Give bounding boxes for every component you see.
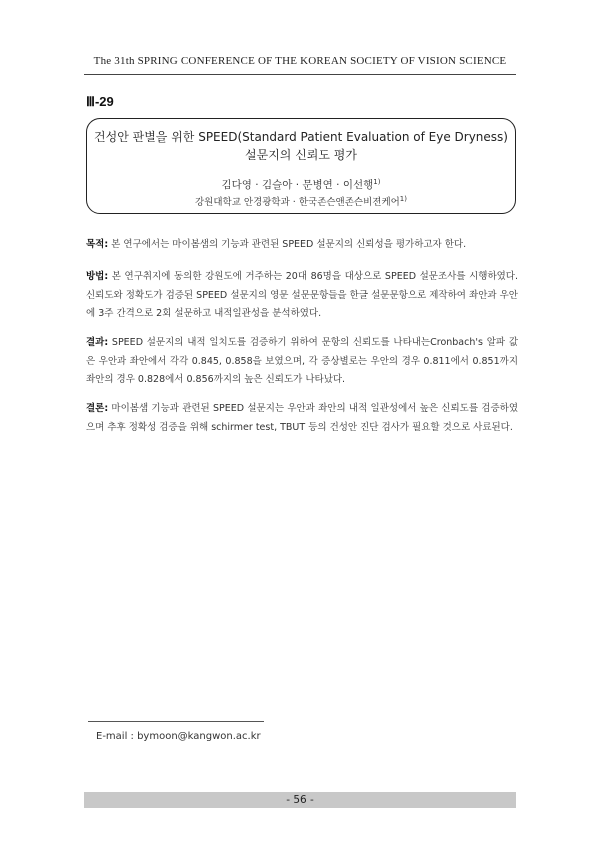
result-label: 결과: xyxy=(86,337,109,348)
section-conclusion xyxy=(86,400,518,437)
author-list xyxy=(87,177,515,192)
section-method xyxy=(86,268,518,324)
result-text: SPEED 설문지의 내적 일치도를 검증하기 위하여 문항의 신뢰도를 나타내는Cronbach's 알파 값은 우안과 좌안에서 각각 0.845, 0.858을 보였으며, 각 증상별로는 우안의 경우 0.811에서 0.851까지 좌안의 경우 0.828에서 0.856까지의 높은 신뢰도가 나타났다. xyxy=(86,337,518,385)
footnote-email: E-mail : bymoon@kangwon.ac.kr xyxy=(96,731,261,742)
conclusion-text: 마이봄샘 기능과 관련된 SPEED 설문지는 우안과 좌안의 내적 일관성에서 높은 신뢰도를 검증하였으며 추후 정확성 검증을 위해 schirmer test, TBUT 등의 건성안 진단 검사가 필요할 것으로 사료된다. xyxy=(86,403,518,433)
section-purpose xyxy=(86,236,518,255)
page-number: - 56 - xyxy=(286,794,314,806)
author-names: 김다영 · 김슬아 · 문병연 · 이선행 xyxy=(221,179,374,191)
affiliation-text: 강원대학교 안경광학과 · 한국존슨앤존슨비젼케어 xyxy=(195,197,400,208)
title-line-1: 건성안 판별을 위한 SPEED(Standard Patient Evaluation of Eye Dryness) xyxy=(94,130,508,144)
title-box xyxy=(86,118,516,214)
page-number-bar xyxy=(84,792,516,808)
method-text: 본 연구취지에 동의한 강원도에 거주하는 20대 86명을 대상으로 SPEED 설문조사를 시행하였다. 신뢰도와 정확도가 검증된 SPEED 설문지의 영문 설문문항들을 한글 설문문항으로 제작하여 좌안과 우안에 3주 간격으로 2회 설문하고 내적일관성을 분석하였다. xyxy=(86,271,518,319)
author-superscript: 1) xyxy=(373,178,381,186)
conference-header: The 31th SPRING CONFERENCE OF THE KOREAN SOCIETY OF VISION SCIENCE xyxy=(93,55,507,67)
affiliation xyxy=(87,194,515,208)
conclusion-label: 결론: xyxy=(86,403,109,414)
title-line-2: 설문지의 신뢰도 평가 xyxy=(245,148,357,162)
purpose-text: 본 연구에서는 마이봄샘의 기능과 관련된 SPEED 설문지의 신뢰성을 평가하고자 한다. xyxy=(108,239,467,250)
method-label: 방법: xyxy=(86,271,109,282)
header-divider xyxy=(84,74,516,75)
purpose-label: 목적: xyxy=(86,239,109,250)
affiliation-superscript: 1) xyxy=(399,195,407,203)
abstract-id: Ⅲ-29 xyxy=(86,94,114,109)
section-result xyxy=(86,334,518,390)
footnote-divider xyxy=(88,721,264,722)
